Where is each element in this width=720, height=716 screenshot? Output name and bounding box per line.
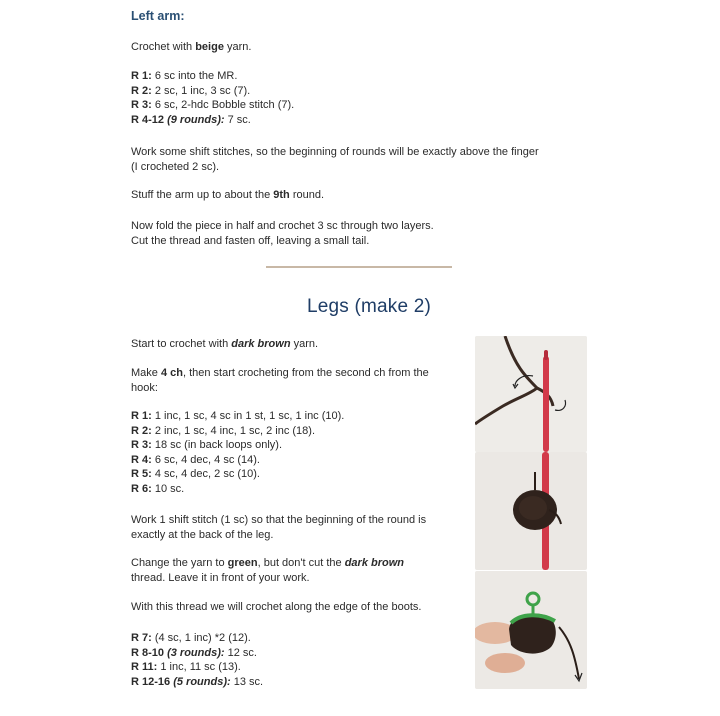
legs-change-text: Change the yarn to green, but don't cut the dark brown thread. Leave it in front of your work. — [131, 557, 404, 584]
legs-rounds-a — [131, 409, 344, 496]
left-arm-rounds — [131, 69, 294, 127]
round-line: R 7: (4 sc, 1 inc) *2 (12). — [131, 632, 251, 644]
section-divider — [266, 266, 452, 268]
left-arm-shift-text: Work some shift stitches, so the beginning of rounds will be exactly above the finger (I crocheted 2 sc). — [131, 146, 539, 173]
photo-leg-round-on-hook — [475, 452, 587, 570]
legs-start-text: Start to crochet with dark brown yarn. — [131, 338, 319, 350]
photo-boot-with-green — [475, 571, 587, 689]
round-line: R 2: 2 sc, 1 inc, 3 sc (7). — [131, 84, 251, 97]
round-line: R 5: 4 sc, 4 dec, 2 sc (10). — [131, 468, 260, 480]
round-line: R 3: 18 sc (in back loops only). — [131, 439, 283, 451]
legs-edge-text: With this thread we will crochet along the edge of the boots. — [131, 601, 422, 613]
round-line: R 4: 6 sc, 4 dec, 4 sc (14). — [131, 453, 260, 466]
left-arm-heading: Left arm: — [131, 9, 185, 23]
round-line: R 11: 1 inc, 11 sc (13). — [131, 661, 241, 673]
round-line: R 12-16 (5 rounds): 13 sc. — [131, 675, 264, 688]
left-arm-fold-text: Now fold the piece in half and crochet 3 sc through two layers. Cut the thread and fasten off, leaving a small tail. — [131, 220, 434, 247]
legs-make-text: Make 4 ch, then start crocheting from the second ch from the hook: — [131, 367, 429, 394]
legs-rounds-b — [131, 631, 263, 689]
legs-shift-text: Work 1 shift stitch (1 sc) so that the beginning of the round is exactly at the back of the leg. — [131, 514, 427, 541]
round-line: R 1: 1 inc, 1 sc, 4 sc in 1 st, 1 sc, 1 inc (10). — [131, 410, 345, 422]
round-line: R 8-10 (3 rounds): 12 sc. — [131, 646, 257, 659]
left-arm-intro: Crochet with beige yarn. — [131, 41, 252, 53]
photo-chain-on-hook — [475, 336, 587, 452]
legs-title: Legs (make 2) — [307, 296, 432, 317]
round-line: R 4-12 (9 rounds): 7 sc. — [131, 113, 251, 126]
left-arm-stuff-text: Stuff the arm up to about the 9th round. — [131, 189, 325, 201]
round-line: R 6: 10 sc. — [131, 482, 185, 495]
round-line: R 2: 2 inc, 1 sc, 4 inc, 1 sc, 2 inc (18). — [131, 424, 316, 437]
round-line: R 3: 6 sc, 2-hdc Bobble stitch (7). — [131, 99, 295, 111]
round-line: R 1: 6 sc into the MR. — [131, 70, 238, 82]
